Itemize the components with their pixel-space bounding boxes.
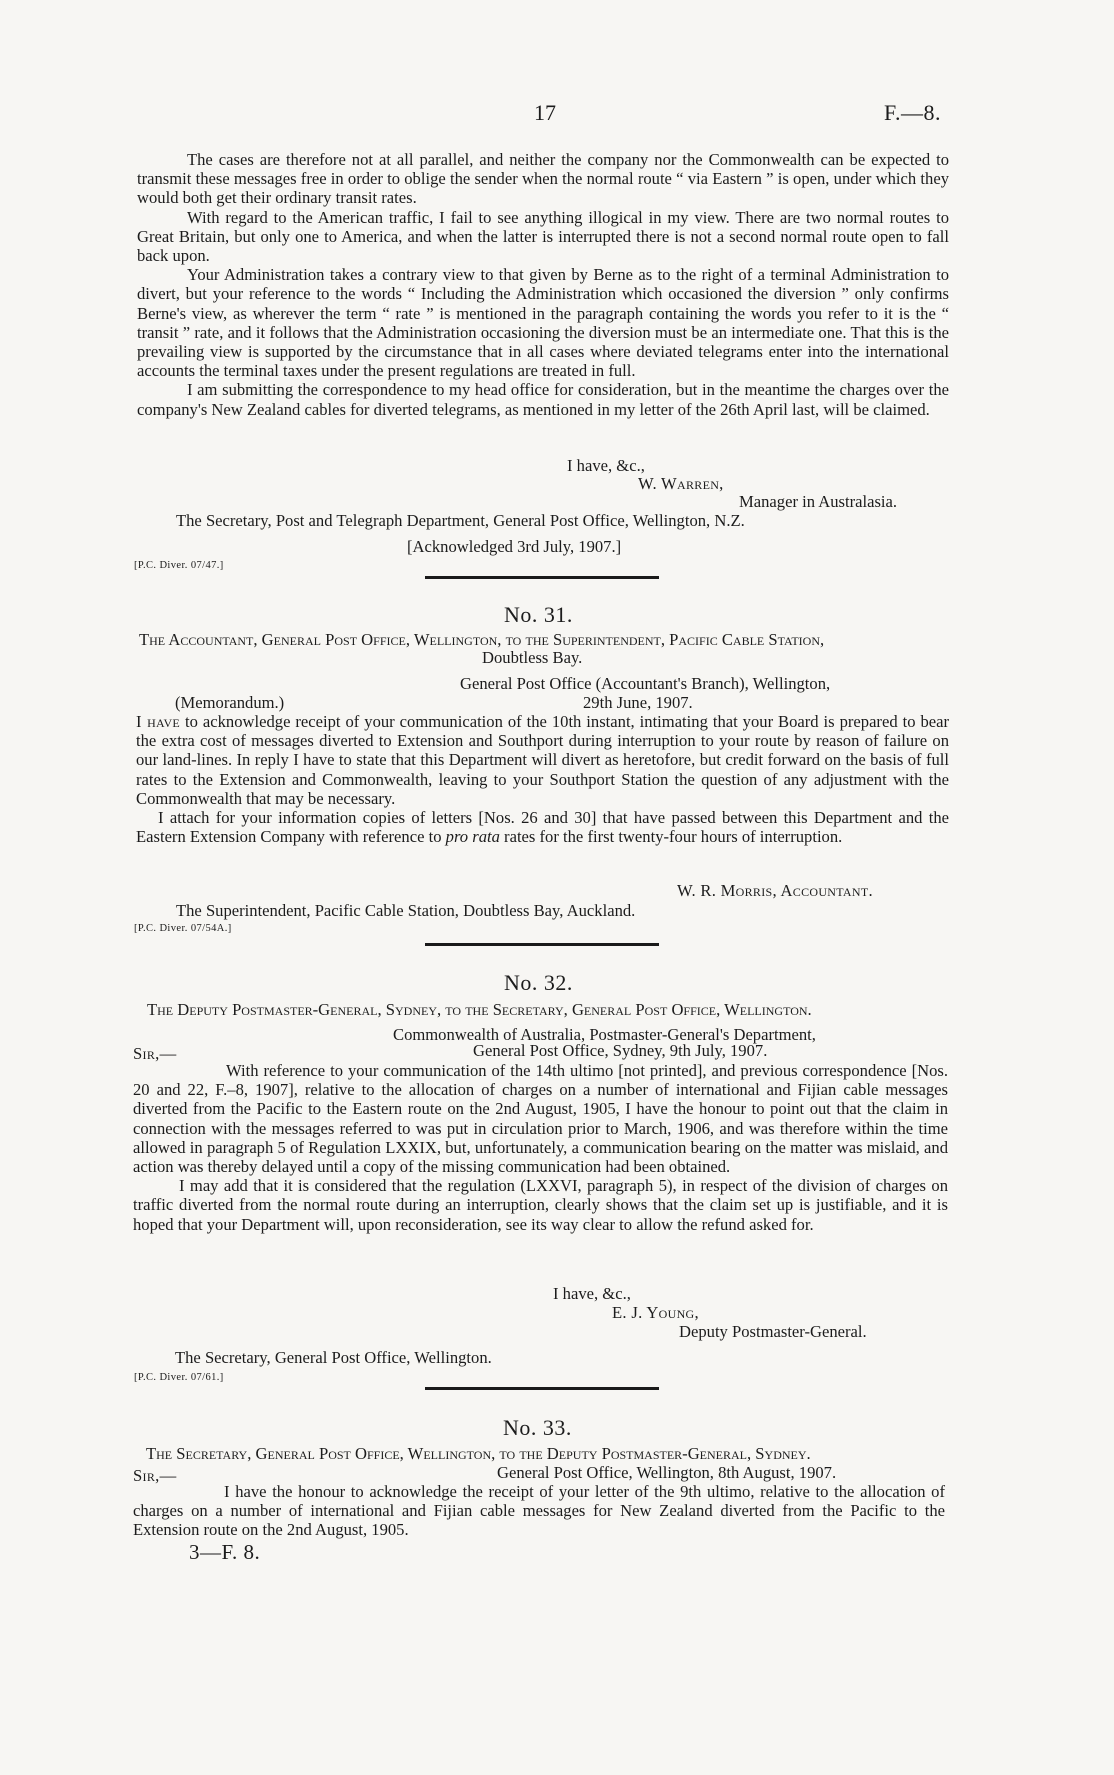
paragraph: With regard to the American traffic, I fail to see anything illogical in my view. There are two normal routes to Great Britain, but only one to America, and when the latter is interrupted there is not a second normal route open to fall back upon. xyxy=(137,207,949,266)
signature: E. J. Young, xyxy=(612,1303,699,1322)
paragraph-text: to acknowledge receipt of your communication of the 10th instant, intimating that your Board is prepared to bear the extra cost of messages diverted to Extension and Southport during interruption to your route by reason of failure on our land-lines. In reply I have to state that this Department will divert as heretofore, but credit forward on the basis of full rates to the Extension and Commonwealth, leaving to your Southport Station the question of any adjustment with the Commonwealth that may be necessary. xyxy=(136,712,950,808)
paragraph: I have the honour to acknowledge the receipt of your letter of the 9th ultimo, relative to the allocation of charges on a number of international and Fijian cable messages for New Zealand diverted from the Pacific to the Extension route on the 2nd August, 1905. xyxy=(133,1482,945,1540)
letter-heading: The Secretary, General Post Office, Wellington, to the Deputy Postmaster-General, Sydney. xyxy=(146,1444,811,1463)
lead-words: I have xyxy=(136,712,181,731)
salutation: Sir,— xyxy=(133,1044,177,1063)
letter-heading: The Deputy Postmaster-General, Sydney, to the Secretary, General Post Office, Wellington. xyxy=(147,1000,812,1019)
addressee: The Secretary, Post and Telegraph Department, General Post Office, Wellington, N.Z. xyxy=(176,511,745,530)
addressee: The Superintendent, Pacific Cable Station, Doubtless Bay, Auckland. xyxy=(176,901,636,920)
reference-number: [P.C. Diver. 07/47.] xyxy=(134,560,224,571)
signature-mark: 3—F. 8. xyxy=(189,1540,261,1564)
acknowledged-note: [Acknowledged 3rd July, 1907.] xyxy=(407,537,622,556)
paragraph: Your Administration takes a contrary view to that given by Berne as to the right of a terminal Administration to divert, but your reference to the words “ Including the Administration which occasioned the diversion ” only confirms Berne's view, as wherever the term “ rate ” is mentioned in the paragraph containing the words you refer to it is the “ transit ” rate, and it follows that the Administration occasioning the diversion must be an intermediate one. That this is the prevailing view is supported by the circumstance that in all cases where deviated telegrams enter into the international accounts the terminal taxes under the present regulations are treated in full. xyxy=(137,265,949,381)
signature: W. Warren, xyxy=(638,474,724,493)
paragraph xyxy=(136,808,949,846)
letter-body-33 xyxy=(133,1482,945,1540)
paragraph: I am submitting the correspondence to my head office for consideration, but in the meantime the charges over the company's New Zealand cables for diverted telegrams, as mentioned in my letter of the 26th April last, will be claimed. xyxy=(137,380,949,419)
from-line: Commonwealth of Australia, Postmaster-General's Department, xyxy=(393,1025,816,1044)
letter-date: General Post Office, Wellington, 8th August, 1907. xyxy=(497,1463,837,1482)
salutation: Sir,— xyxy=(133,1466,177,1485)
letter-number-32: No. 32. xyxy=(504,970,573,995)
memorandum-label: (Memorandum.) xyxy=(175,693,285,712)
closing: I have, &c., xyxy=(567,456,645,475)
section-divider xyxy=(425,576,659,579)
letter-number-33: No. 33. xyxy=(503,1415,572,1440)
signature: W. R. Morris, Accountant. xyxy=(677,881,873,900)
reference-number: [P.C. Diver. 07/54A.] xyxy=(134,923,232,934)
letter-number-31: No. 31. xyxy=(504,602,573,627)
signature-title: Deputy Postmaster-General. xyxy=(679,1322,867,1341)
paragraph-text: I attach for your information copies of letters [Nos. 26 and 30] that have passed between this Department and the Eastern Extension Company with reference to xyxy=(136,808,949,847)
from-line: General Post Office (Accountant's Branch), Wellington, xyxy=(460,674,831,693)
page-number: 17 xyxy=(534,100,556,125)
letter-date: General Post Office, Sydney, 9th July, 1907. xyxy=(473,1041,768,1060)
paragraph: The cases are therefore not at all parallel, and neither the company nor the Commonwealth can be expected to transmit these messages free in order to oblige the sender when the normal route “ via Eastern ” is open, under which they would both get their ordinary transit rates. xyxy=(137,150,949,208)
letter-date: 29th June, 1907. xyxy=(583,693,693,712)
letter-body-32 xyxy=(133,1061,948,1234)
paragraph-text: rates for the first twenty-four hours of interruption. xyxy=(499,827,843,847)
addressee: The Secretary, General Post Office, Wellington. xyxy=(175,1348,492,1367)
letter-heading-cont: Doubtless Bay. xyxy=(482,648,583,667)
reference-number: [P.C. Diver. 07/61.] xyxy=(134,1372,224,1383)
paragraph xyxy=(136,712,949,808)
heading-text: The Accountant, General Post Office, Wellington, to the Superintendent, Pacific Cable Station, xyxy=(139,630,825,649)
section-divider xyxy=(425,943,659,946)
signature-title: Manager in Australasia. xyxy=(739,492,898,511)
letter-heading xyxy=(139,630,824,650)
letter-body-top xyxy=(137,150,949,419)
paragraph: With reference to your communication of the 14th ultimo [not printed], and previous correspondence [Nos. 20 and 22, F.–8, 1907], relative to the allocation of charges on a number of international and Fijian cable messages diverted from the Pacific to the Eastern route on the 2nd August, 1905, I have the honour to point out that the claim in connection with the messages referred to was put in circulation prior to March, 1906, and was therefore within the time allowed in paragraph 5 of Regulation LXXIX, but, unfortunately, a communication bearing on the matter was mislaid, and action was thereby delayed until a copy of the missing communication had been obtained. xyxy=(133,1061,948,1177)
section-divider xyxy=(425,1387,659,1390)
paragraph: I may add that it is considered that the regulation (LXXVI, paragraph 5), in respect of the division of charges on traffic diverted from the normal route during an interruption, clearly shows that the claim set up is justifiable, and it is hoped that your Department will, upon reconsideration, see its way clear to allow the refund asked for. xyxy=(133,1176,948,1234)
italic-text: pro rata xyxy=(445,827,500,847)
document-code: F.—8. xyxy=(884,100,941,125)
closing: I have, &c., xyxy=(553,1284,631,1303)
letter-body-31 xyxy=(136,712,949,846)
